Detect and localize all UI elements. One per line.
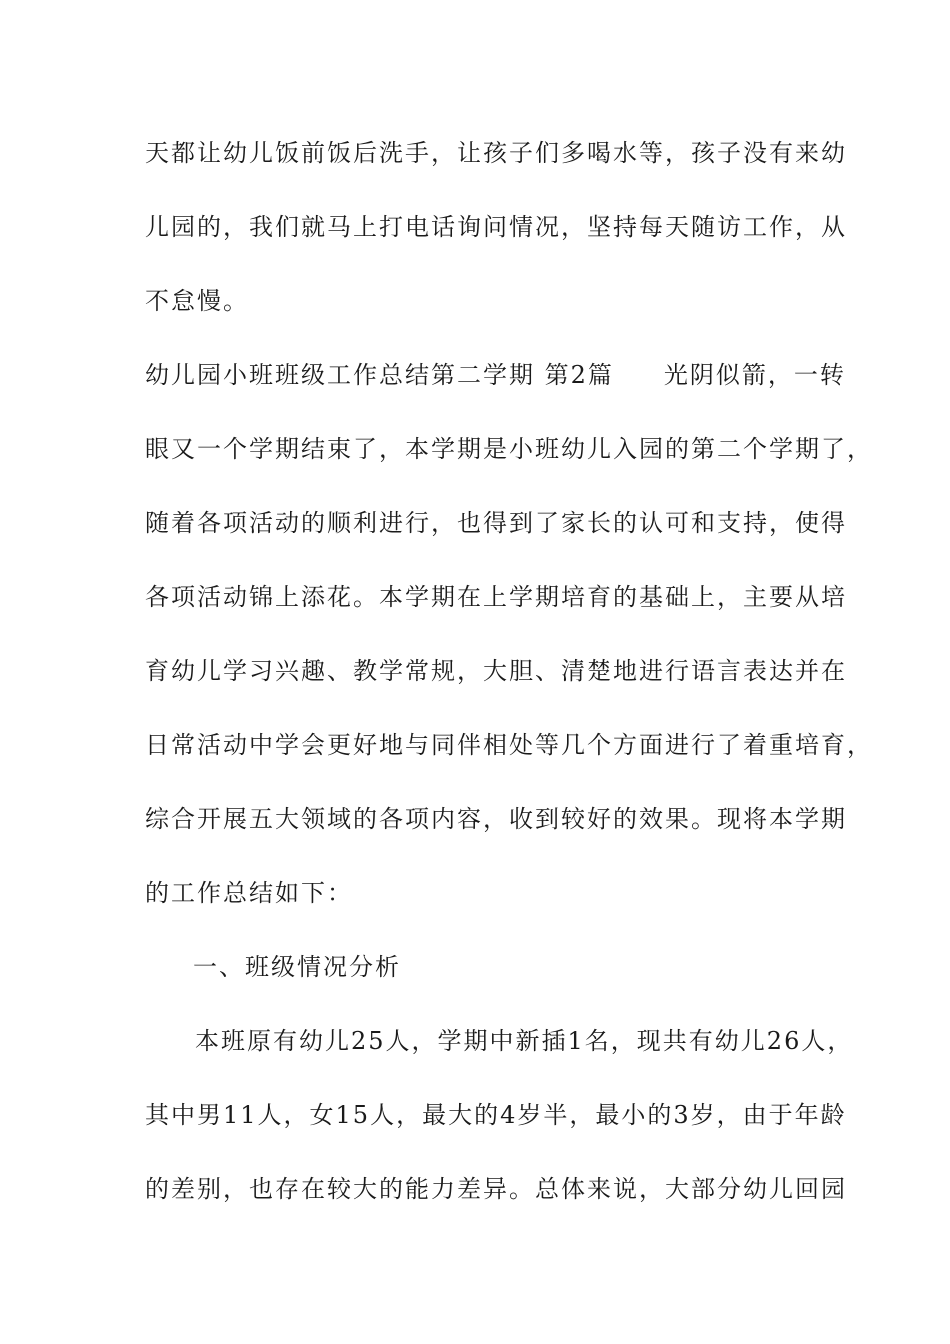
article-heading-line bbox=[145, 350, 846, 424]
text-line: 日常活动中学会更好地与同伴相处等几个方面进行了着重培育， bbox=[145, 731, 873, 759]
document-body bbox=[145, 128, 873, 1238]
text-line: 眼又一个学期结束了，本学期是小班幼儿入园的第二个学期了， bbox=[145, 435, 873, 463]
text-line: 的工作总结如下： bbox=[145, 879, 353, 907]
text-line: 的差别，也存在较大的能力差异。总体来说，大部分幼儿回园 bbox=[145, 1175, 847, 1203]
text-line: 天都让幼儿饭前饭后洗手，让孩子们多喝水等，孩子没有来幼 bbox=[145, 139, 847, 167]
text-line: 其中男11人，女15人，最大的4岁半，最小的3岁，由于年龄 bbox=[145, 1101, 847, 1129]
text-line: 综合开展五大领域的各项内容，收到较好的效果。现将本学期 bbox=[145, 805, 847, 833]
section-heading: 一、班级情况分析 bbox=[193, 953, 401, 981]
article-title: 幼儿园小班班级工作总结第二学期 第2篇 bbox=[145, 361, 614, 389]
text-line: 育幼儿学习兴趣、教学常规，大胆、清楚地进行语言表达并在 bbox=[145, 657, 847, 685]
text-line: 儿园的，我们就马上打电话询问情况，坚持每天随访工作，从 bbox=[145, 213, 847, 241]
article-start: 光阴似箭，一转 bbox=[663, 361, 846, 389]
text-line: 各项活动锦上添花。本学期在上学期培育的基础上，主要从培 bbox=[145, 583, 847, 611]
text-line: 本班原有幼儿25人，学期中新插1名，现共有幼儿26人， bbox=[195, 1027, 854, 1055]
text-line: 不怠慢。 bbox=[145, 287, 249, 315]
text-line: 随着各项活动的顺利进行，也得到了家长的认可和支持，使得 bbox=[145, 509, 847, 537]
